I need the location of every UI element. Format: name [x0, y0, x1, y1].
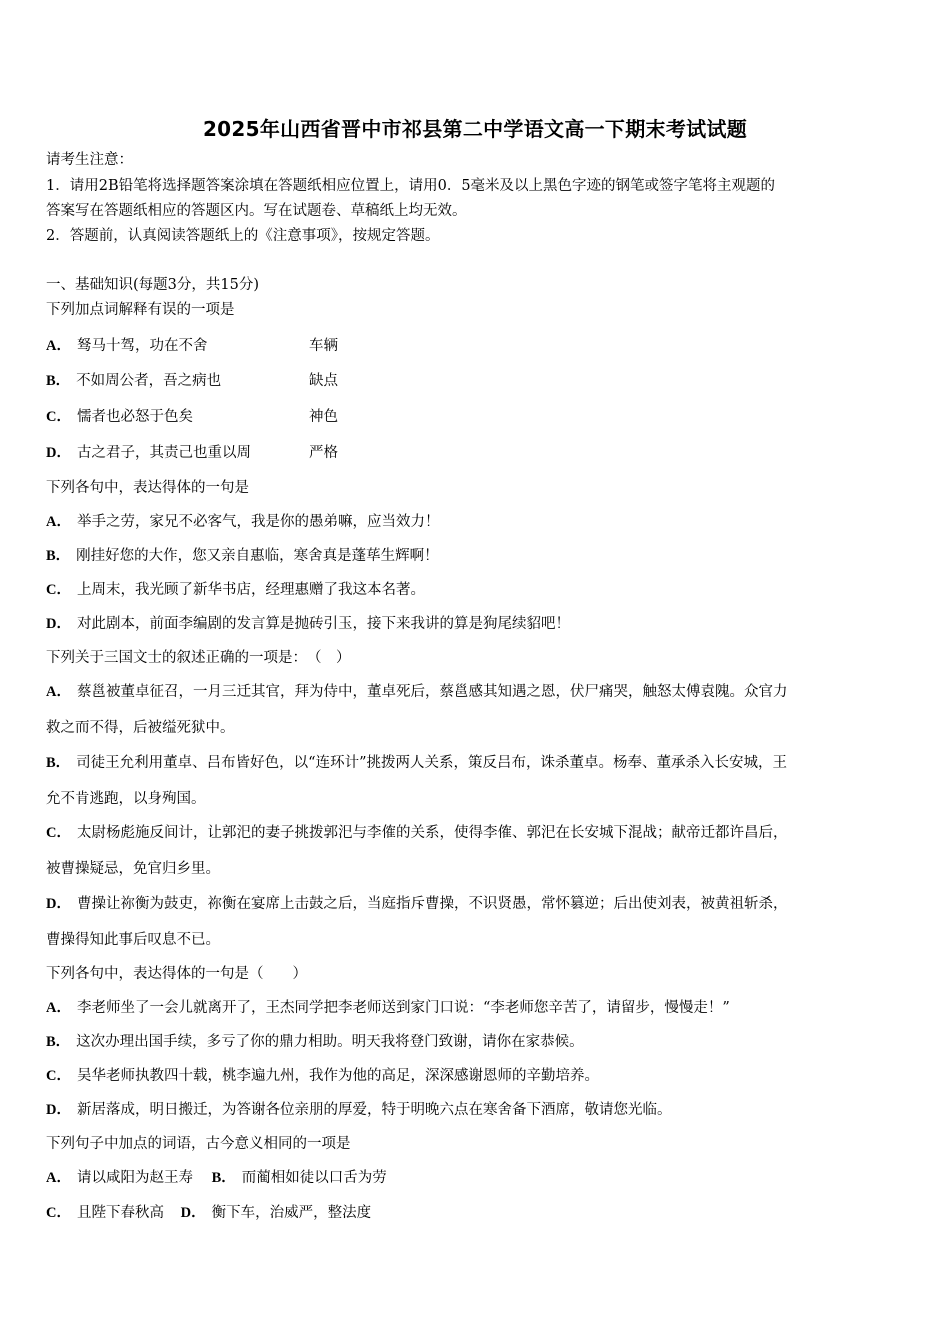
- option-label: B．: [46, 755, 71, 771]
- option-text: 衡下车，治威严，整法度: [211, 1205, 372, 1221]
- q3-option-b-line-1: [46, 753, 787, 773]
- option-text: 太尉杨彪施反间计，让郭汜的妻子挑拨郭汜与李傕的关系，使得李傕、郭汜在长安城下混战；献帝迁都许昌后，: [76, 825, 788, 841]
- option-text: 上周末，我光顾了新华书店，经理惠赠了我这本名著。: [76, 582, 425, 598]
- option-text: 不如周公者，吾之病也: [76, 373, 222, 389]
- option-label: B．: [46, 548, 71, 564]
- option-label: D．: [46, 896, 71, 912]
- option-text: 古之君子，其责己也重以周: [76, 445, 251, 461]
- section-heading: 一、基础知识(每题3分，共15分): [46, 277, 259, 293]
- option-text: 懦者也必怒于色矣: [76, 409, 193, 425]
- q3-option-d-line-1: [46, 894, 787, 914]
- q2-option-b: [46, 546, 439, 566]
- q1-option-a: [46, 336, 207, 356]
- q3-option-d-line-2: 曹操得知此事后叹息不已。: [46, 932, 220, 948]
- option-text: 这次办理出国手续，多亏了你的鼎力相助。明天我将登门致谢，请你在家恭候。: [76, 1034, 584, 1050]
- option-label: A．: [46, 338, 71, 354]
- notice-item-2: 2．答题前，认真阅读答题纸上的《注意事项》，按规定答题。: [46, 228, 440, 244]
- q1-option-b: [46, 371, 221, 391]
- option-label: A．: [46, 514, 71, 530]
- option-label: B．: [211, 1170, 236, 1186]
- q4-option-d: [46, 1100, 671, 1120]
- q1-option-b-gloss: 缺点: [309, 373, 338, 389]
- q1-option-d: [46, 443, 251, 463]
- page-title: 2025年山西省晋中市祁县第二中学语文高一下期末考试试题: [202, 117, 748, 141]
- q3-option-b-line-2: 允不肯逃跑，以身殉国。: [46, 791, 206, 807]
- option-label: A．: [46, 1000, 71, 1016]
- option-text: 而蔺相如徒以口舌为劳: [241, 1170, 387, 1186]
- option-text: 司徒王允利用董卓、吕布皆好色，以“连环计”挑拨两人关系，策反吕布，诛杀董卓。杨奉、董承杀入长安城，王: [76, 755, 787, 771]
- q1-option-a-gloss: 车辆: [309, 338, 338, 354]
- q4-option-a: [46, 998, 730, 1018]
- option-text: 刚挂好您的大作，您又亲自惠临，寒舍真是蓬荜生辉啊！: [76, 548, 439, 564]
- option-text: 李老师坐了一会儿就离开了，王杰同学把李老师送到家门口说：“李老师您辛苦了，请留步，慢慢走！”: [76, 1000, 730, 1016]
- q3-option-c-line-1: [46, 823, 787, 843]
- q3-option-c-line-2: 被曹操疑忌，免官归乡里。: [46, 861, 220, 877]
- option-label: C．: [46, 1205, 71, 1221]
- q2-option-a: [46, 512, 439, 532]
- option-label: A．: [46, 684, 71, 700]
- q2-option-c: [46, 580, 425, 600]
- q4-stem: 下列各句中，表达得体的一句是（ ）: [46, 966, 307, 982]
- notice-heading: 请考生注意：: [46, 152, 133, 168]
- q3-option-a-line-1: [46, 682, 787, 702]
- option-label: D．: [180, 1205, 206, 1221]
- q4-option-c: [46, 1066, 599, 1086]
- option-text: 蔡邕被董卓征召，一月三迁其官，拜为侍中，董卓死后，蔡邕感其知遇之恩，伏尸痛哭，触怒太傅袁隗。众官力: [76, 684, 788, 700]
- notice-item-1-line-1: 1．请用2B铅笔将选择题答案涂填在答题纸相应位置上，请用0．5毫米及以上黑色字迹的钢笔或签字笔将主观题的: [46, 178, 776, 194]
- q2-option-d: [46, 614, 570, 634]
- q1-stem: 下列加点词解释有误的一项是: [46, 302, 235, 318]
- option-label: D．: [46, 616, 71, 632]
- q1-option-c-gloss: 神色: [309, 409, 338, 425]
- notice-item-1-line-2: 答案写在答题纸相应的答题区内。写在试题卷、草稿纸上均无效。: [46, 203, 467, 219]
- option-text: 对此剧本，前面李编剧的发言算是抛砖引玉，接下来我讲的算是狗尾续貂吧！: [76, 616, 570, 632]
- option-label: A．: [46, 1170, 71, 1186]
- option-label: C．: [46, 582, 71, 598]
- option-text: 驽马十驾，功在不舍: [76, 338, 208, 354]
- option-label: B．: [46, 373, 71, 389]
- option-label: C．: [46, 825, 71, 841]
- option-text: 曹操让祢衡为鼓吏，祢衡在宴席上击鼓之后，当庭指斥曹操，不识贤愚，常怀篡逆；后出使刘表，被黄祖斩杀，: [76, 896, 788, 912]
- option-text: 吴华老师执教四十载，桃李遍九州，我作为他的高足，深深感谢恩师的辛勤培养。: [76, 1068, 599, 1084]
- option-label: C．: [46, 409, 71, 425]
- option-label: D．: [46, 445, 71, 461]
- option-text: 新居落成，明日搬迁，为答谢各位亲朋的厚爱，特于明晚六点在寒舍备下酒席，敬请您光临。: [76, 1102, 672, 1118]
- q5-options-row-2: [46, 1203, 371, 1223]
- q4-option-b: [46, 1032, 584, 1052]
- q3-option-a-line-2: 救之而不得，后被缢死狱中。: [46, 720, 235, 736]
- option-label: B．: [46, 1034, 71, 1050]
- option-label: D．: [46, 1102, 71, 1118]
- q5-options-row-1: [46, 1168, 387, 1188]
- q5-stem: 下列句子中加点的词语，古今意义相同的一项是: [46, 1136, 351, 1152]
- q1-option-d-gloss: 严格: [309, 445, 338, 461]
- q3-stem: 下列关于三国文士的叙述正确的一项是： （ ）: [46, 650, 351, 666]
- q2-stem: 下列各句中，表达得体的一句是: [46, 480, 249, 496]
- option-text: 且陛下春秋高: [76, 1205, 164, 1221]
- option-text: 请以咸阳为赵王寿: [76, 1170, 193, 1186]
- option-text: 举手之劳，家兄不必客气，我是你的愚弟嘛，应当效力！: [76, 514, 440, 530]
- option-label: C．: [46, 1068, 71, 1084]
- q1-option-c: [46, 407, 193, 427]
